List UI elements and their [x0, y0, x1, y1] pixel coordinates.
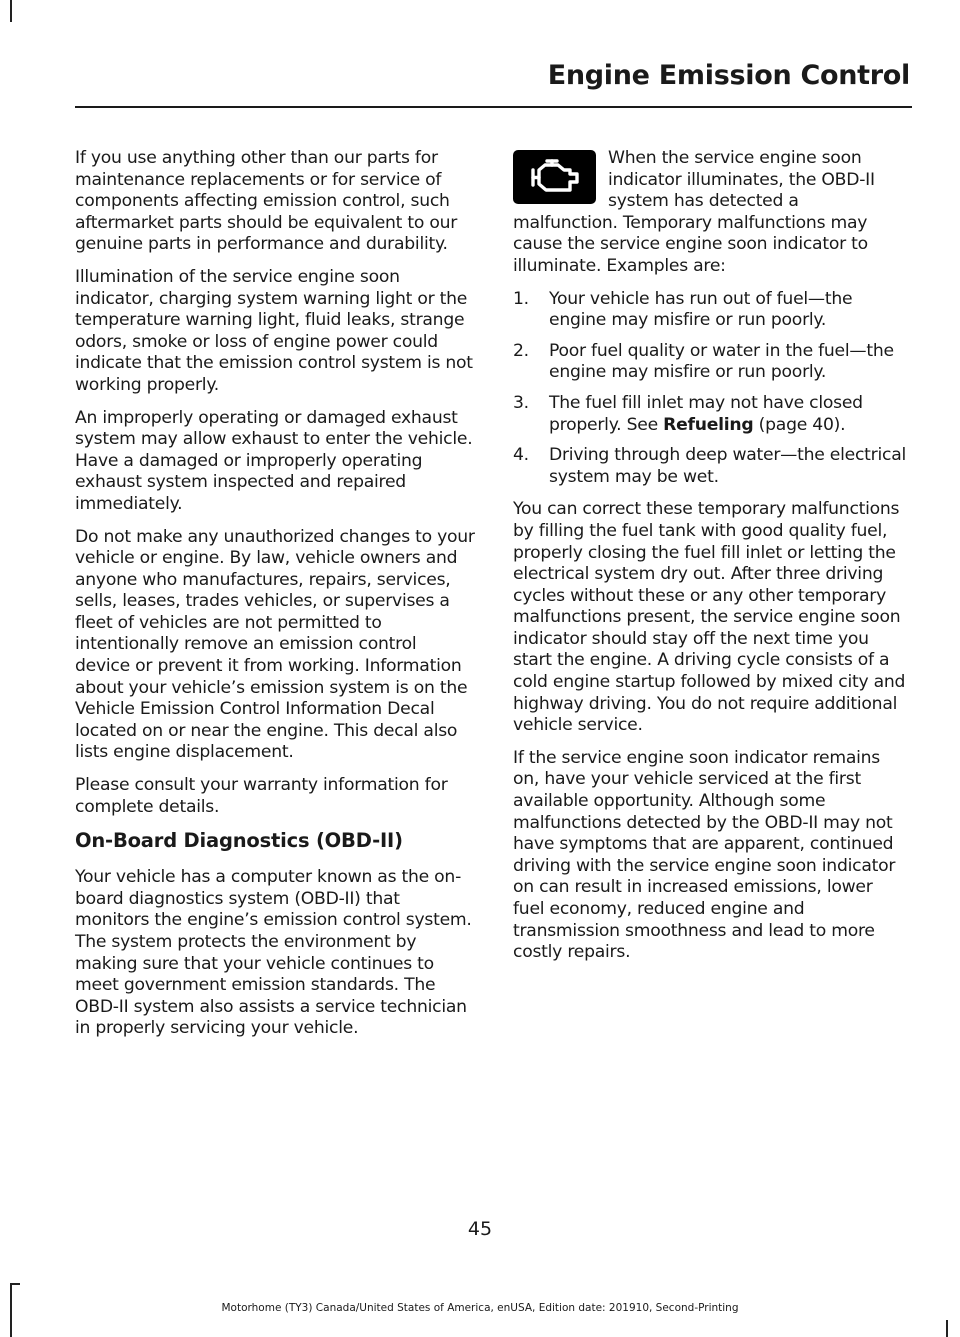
paragraph: An improperly operating or damaged exhaust system may allow exhaust to enter the vehicle. Have a damaged or improperly operating exhaust system inspected and repaired immediately. [75, 407, 473, 514]
right-column [513, 148, 908, 975]
list-number: 2. [513, 340, 529, 361]
paragraph: Your vehicle has a computer known as the on-board diagnostics system (OBD-II) that monitors the engine’s emission control system. The system protects the environment by making sure that your vehicle continues to meet government emission standards. The OBD-II system also assists a service technician in properly servicing your vehicle. [75, 867, 472, 1039]
crop-mark [10, 0, 12, 22]
paragraph: Please consult your warranty information for complete details. [75, 775, 448, 817]
paragraph: You can correct these temporary malfunctions by filling the fuel tank with good quality fuel, properly closing the fuel fill inlet or letting the electrical system dry out. After three driving cycles without these or any other temporary malfunctions present, the service engine soon indicator should stay off the next time you start the engine. A driving cycle consists of a cold engine startup followed by mixed city and highway driving. You do not require additional vehicle service. [513, 499, 906, 736]
list-item [513, 341, 908, 384]
list-item [513, 289, 908, 332]
left-column [75, 148, 475, 1051]
list-text: (page 40). [753, 414, 846, 435]
examples-list [513, 289, 908, 489]
crop-mark [10, 1283, 20, 1285]
page-number: 45 [467, 1218, 493, 1240]
footer-text: Motorhome (TY3) Canada/United States of America, enUSA, Edition date: 201910, Second-Printing [221, 1302, 739, 1314]
title-divider [75, 106, 912, 108]
list-item [513, 445, 908, 488]
list-number: 3. [513, 392, 529, 413]
list-number: 1. [513, 288, 529, 309]
list-text: Driving through deep water—the electrical system may be wet. [549, 445, 907, 487]
crop-mark [946, 1320, 948, 1337]
list-number: 4. [513, 445, 529, 466]
section-heading: On-Board Diagnostics (OBD-II) [75, 829, 403, 853]
list-text: Your vehicle has run out of fuel—the engine may misfire or run poorly. [549, 288, 853, 331]
paragraph: If you use anything other than our parts for maintenance replacements or for service of components affecting emission control, such aftermarket parts should be equivalent to our genuine parts in performance and durability. [75, 148, 458, 255]
list-text: Poor fuel quality or water in the fuel—the engine may misfire or run poorly. [549, 340, 894, 383]
check-engine-icon [513, 150, 596, 204]
paragraph: Illumination of the service engine soon indicator, charging system warning light or the temperature warning light, fluid leaks, strange odors, smoke or loss of engine power could indicate that the emission control system is not working properly. [75, 266, 473, 395]
paragraph: If the service engine soon indicator remains on, have your vehicle serviced at the first available opportunity. Although some malfunctions detected by the OBD-II may not have symptoms that are apparent, continued driving with the service engine soon indicator on can result in increased emissions, lower fuel economy, reduced engine and transmission smoothness and lead to more costly repairs. [513, 747, 896, 963]
list-item [513, 393, 908, 436]
paragraph: Do not make any unauthorized changes to your vehicle or engine. By law, vehicle owners and anyone who manufactures, repairs, services, sells, leases, trades vehicles, or supervises a fleet of vehicles are not permitted to intentionally remove an emission control device or prevent it from working. Information about your vehicle’s emission system is on the Vehicle Emission Control Information Decal located on or near the engine. This decal also lists engine displacement. [75, 526, 475, 763]
refueling-link[interactable]: Refueling [663, 414, 754, 435]
list-text: The fuel fill inlet may not have closed properly. See [549, 392, 863, 435]
indicator-intro: When the service engine soon indicator illuminates, the OBD-II system has detected a malfunction. Temporary malfunctions may cause the service engine soon indicator to illuminate. Examples are: [513, 148, 875, 276]
page-title: Engine Emission Control [547, 60, 910, 91]
